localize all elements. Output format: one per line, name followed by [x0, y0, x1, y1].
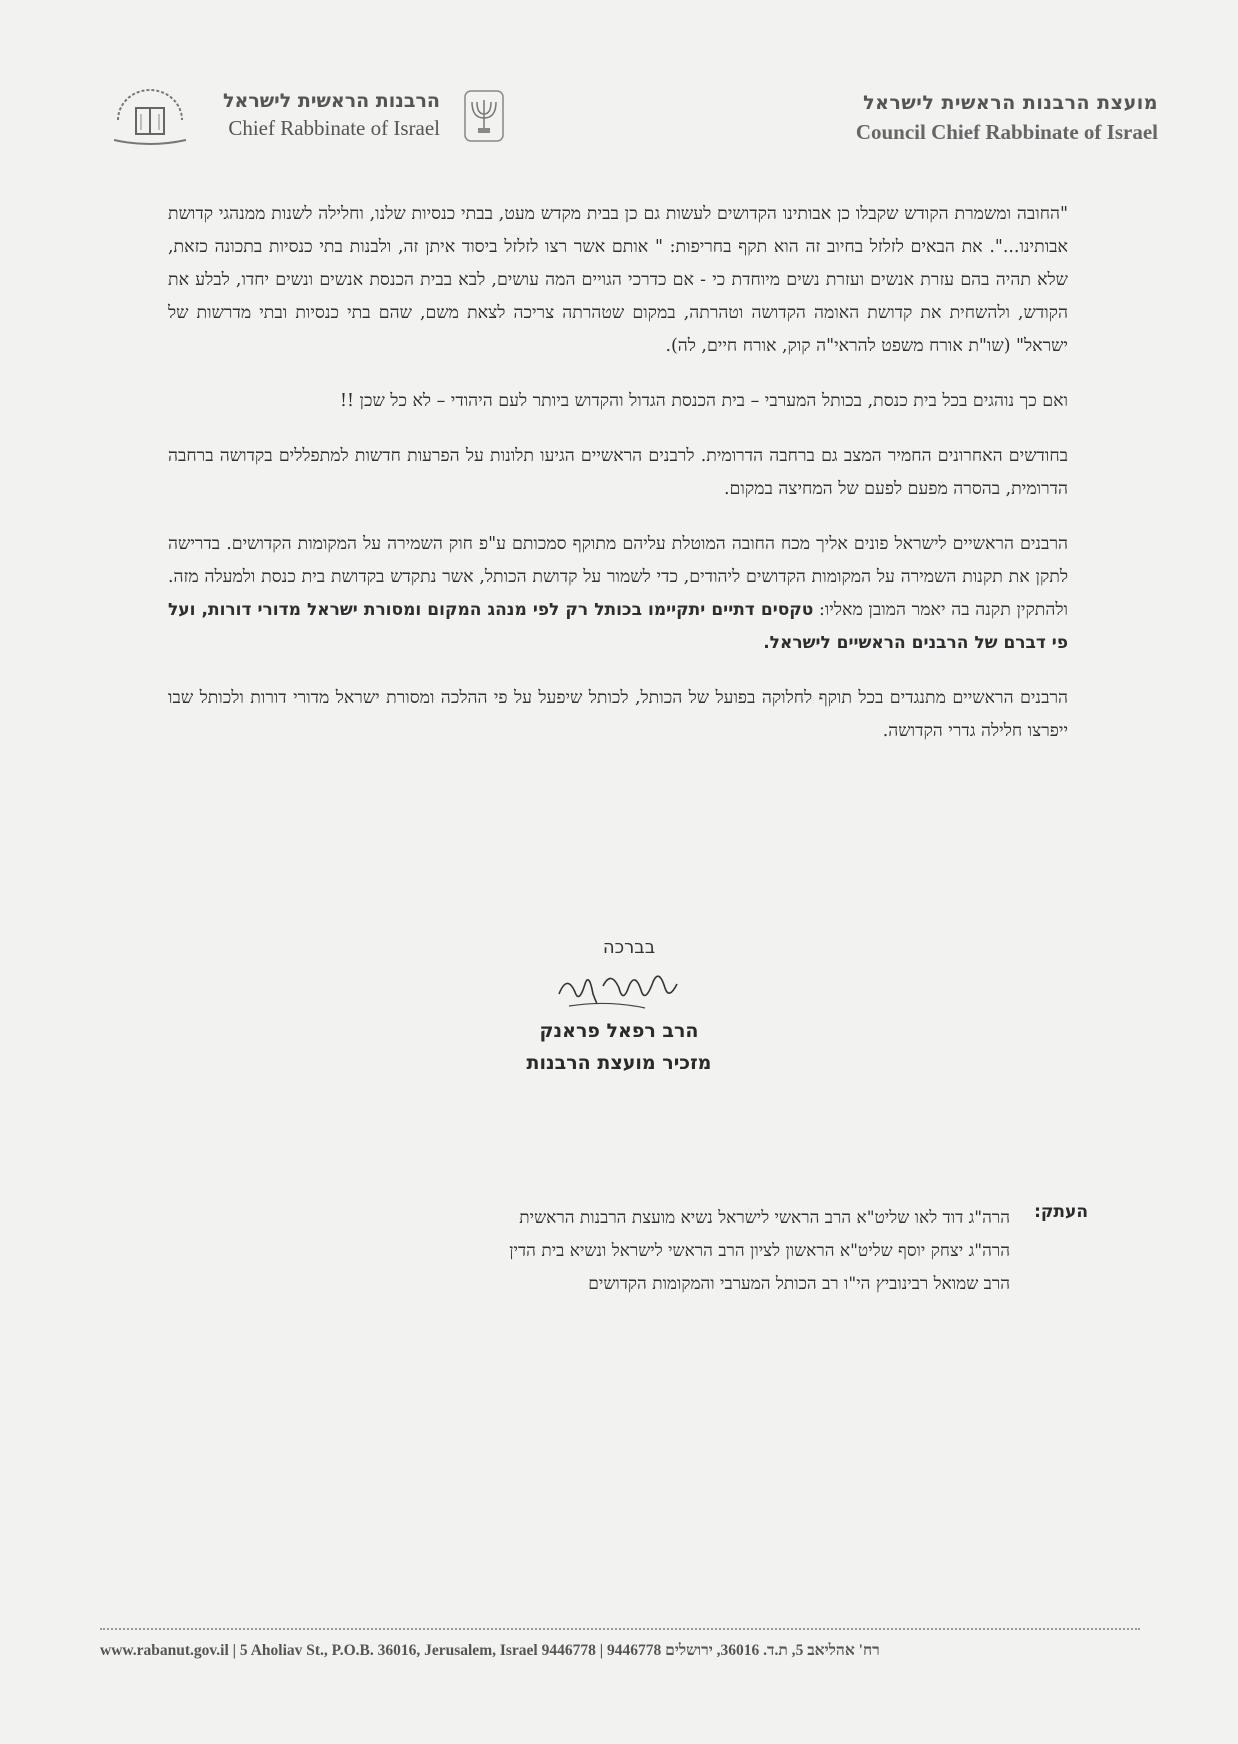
paragraph-1: "החובה ומשמרת הקודש שקבלו כן אבותינו הקדושים לעשות גם כן בבית מקדש מעט, בבתי כנסיות שלנו, וחלילה לשנות ממנהגי קדושת אבותינו...". את הבאים לזלזל בחיוב זה הוא תקף בחריפות: " אותם אשר רצו לזלזל ביסוד איתן זה, ולבנות בתי כנסיות בתכונה כזאת, שלא תהיה בהם עזרת אנשים ועזרת נשים מיוחדת כי - אם כדרכי הגויים המה עושים, לבא בבית הכנסת אנשים ונשים יחדו, לבלע את הקודש, ולהשחית את קדושת האומה הקדושה וטהרתה, במקום שטהרתה צריכה לצאת משם, שהם בתי כנסיות ובתי מדרשות של ישראל" (שו"ת אורח משפט להראי"ה קוק, אורח חיים, לה). [168, 204, 1068, 356]
cc-recipient: הרב שמואל רבינוביץ הי"ו רב הכותל המערבי והמקומות הקדושים [588, 1274, 1010, 1294]
rabbinate-seal-icon [110, 80, 190, 150]
paragraph-3: בחודשים האחרונים החמיר המצב גם ברחבה הדרומית. לרבנים הראשיים הגיעו תלונות על הפרעות חדשות למתפללים בקדושה ברחבה הדרומית, בהסרה מפעם לפעם של המחיצה במקום. [168, 446, 1068, 499]
signer-role: מזכיר מועצת הרבנות [526, 1052, 712, 1074]
signer-name: הרב רפאל פראנק [539, 1020, 699, 1042]
signature-block [0, 937, 1238, 1074]
footer-divider [100, 1628, 1140, 1630]
rabbinate-name-english: Chief Rabbinate of Israel [228, 116, 440, 140]
rabbinate-name [200, 90, 440, 141]
menorah-emblem-icon [462, 88, 506, 144]
paragraph-4-text: הרבנים הראשיים לישראל פונים אליך מכח החובה המוטלת עליהם מתוקף סמכותם ע"פ חוק השמירה על המקומות הקדושים. בדרישה לתקן את תקנות השמירה על המקומות הקדושים ליהודים, כדי לשמור על קדושת הכותל, אשר נתקדש בקדושת בית כנסת ולמעלה מזה. ולהתקין תקנה בה יאמר המובן מאליו: [168, 534, 1068, 620]
cc-label: העתק: [1034, 1202, 1088, 1222]
paragraph-4-bold: טקסים דתיים יתקיימו בכותל רק לפי מנהג המקום ומסורת ישראל מדורי דורות, ועל פי דברם של הרבנים הראשיים לישראל. [168, 600, 1068, 653]
council-name-english: Council Chief Rabbinate of Israel [855, 120, 1158, 144]
council-header [856, 92, 1158, 145]
rabbinate-name-hebrew: הרבנות הראשית לישראל [223, 90, 440, 112]
paragraph-2: ואם כך נוהגים בכל בית כנסת, בכותל המערבי – בית הכנסת הגדול והקדוש ביותר לעם היהודי – לא כל שכן !! [340, 391, 1068, 411]
cc-recipient: הרה"ג דוד לאו שליט"א הרב הראשי לישראל נשיא מועצת הרבנות הראשית [519, 1208, 1010, 1228]
letter-body [168, 198, 1068, 770]
cc-recipient: הרה"ג יצחק יוסף שליט"א הראשון לציון הרב הראשי לישראל ונשיא בית הדין [509, 1241, 1010, 1261]
cc-block [288, 1202, 1088, 1301]
handwritten-signature [549, 964, 689, 1014]
council-name-hebrew: מועצת הרבנות הראשית לישראל [863, 92, 1158, 114]
rabbinate-header [110, 80, 530, 160]
footer-address: www.rabanut.gov.il | 5 Aholiav St., P.O.B. 36016, Jerusalem, Israel 9446778 | 9446778 רח' אהליאב 5, ת.ד. 36016, ירושלים [100, 1642, 880, 1659]
paragraph-4 [168, 528, 1068, 660]
footer [100, 1642, 1140, 1666]
paragraph-5: הרבנים הראשיים מתנגדים בכל תוקף לחלוקה בפועל של הכותל, לכותל שיפעל על פי ההלכה ומסורת ישראל מדורי דורות ולכותל שבו ייפרצו חלילה גדרי הקדושה. [168, 688, 1068, 741]
closing-greeting: בברכה [602, 937, 656, 958]
cc-list [288, 1202, 1010, 1301]
